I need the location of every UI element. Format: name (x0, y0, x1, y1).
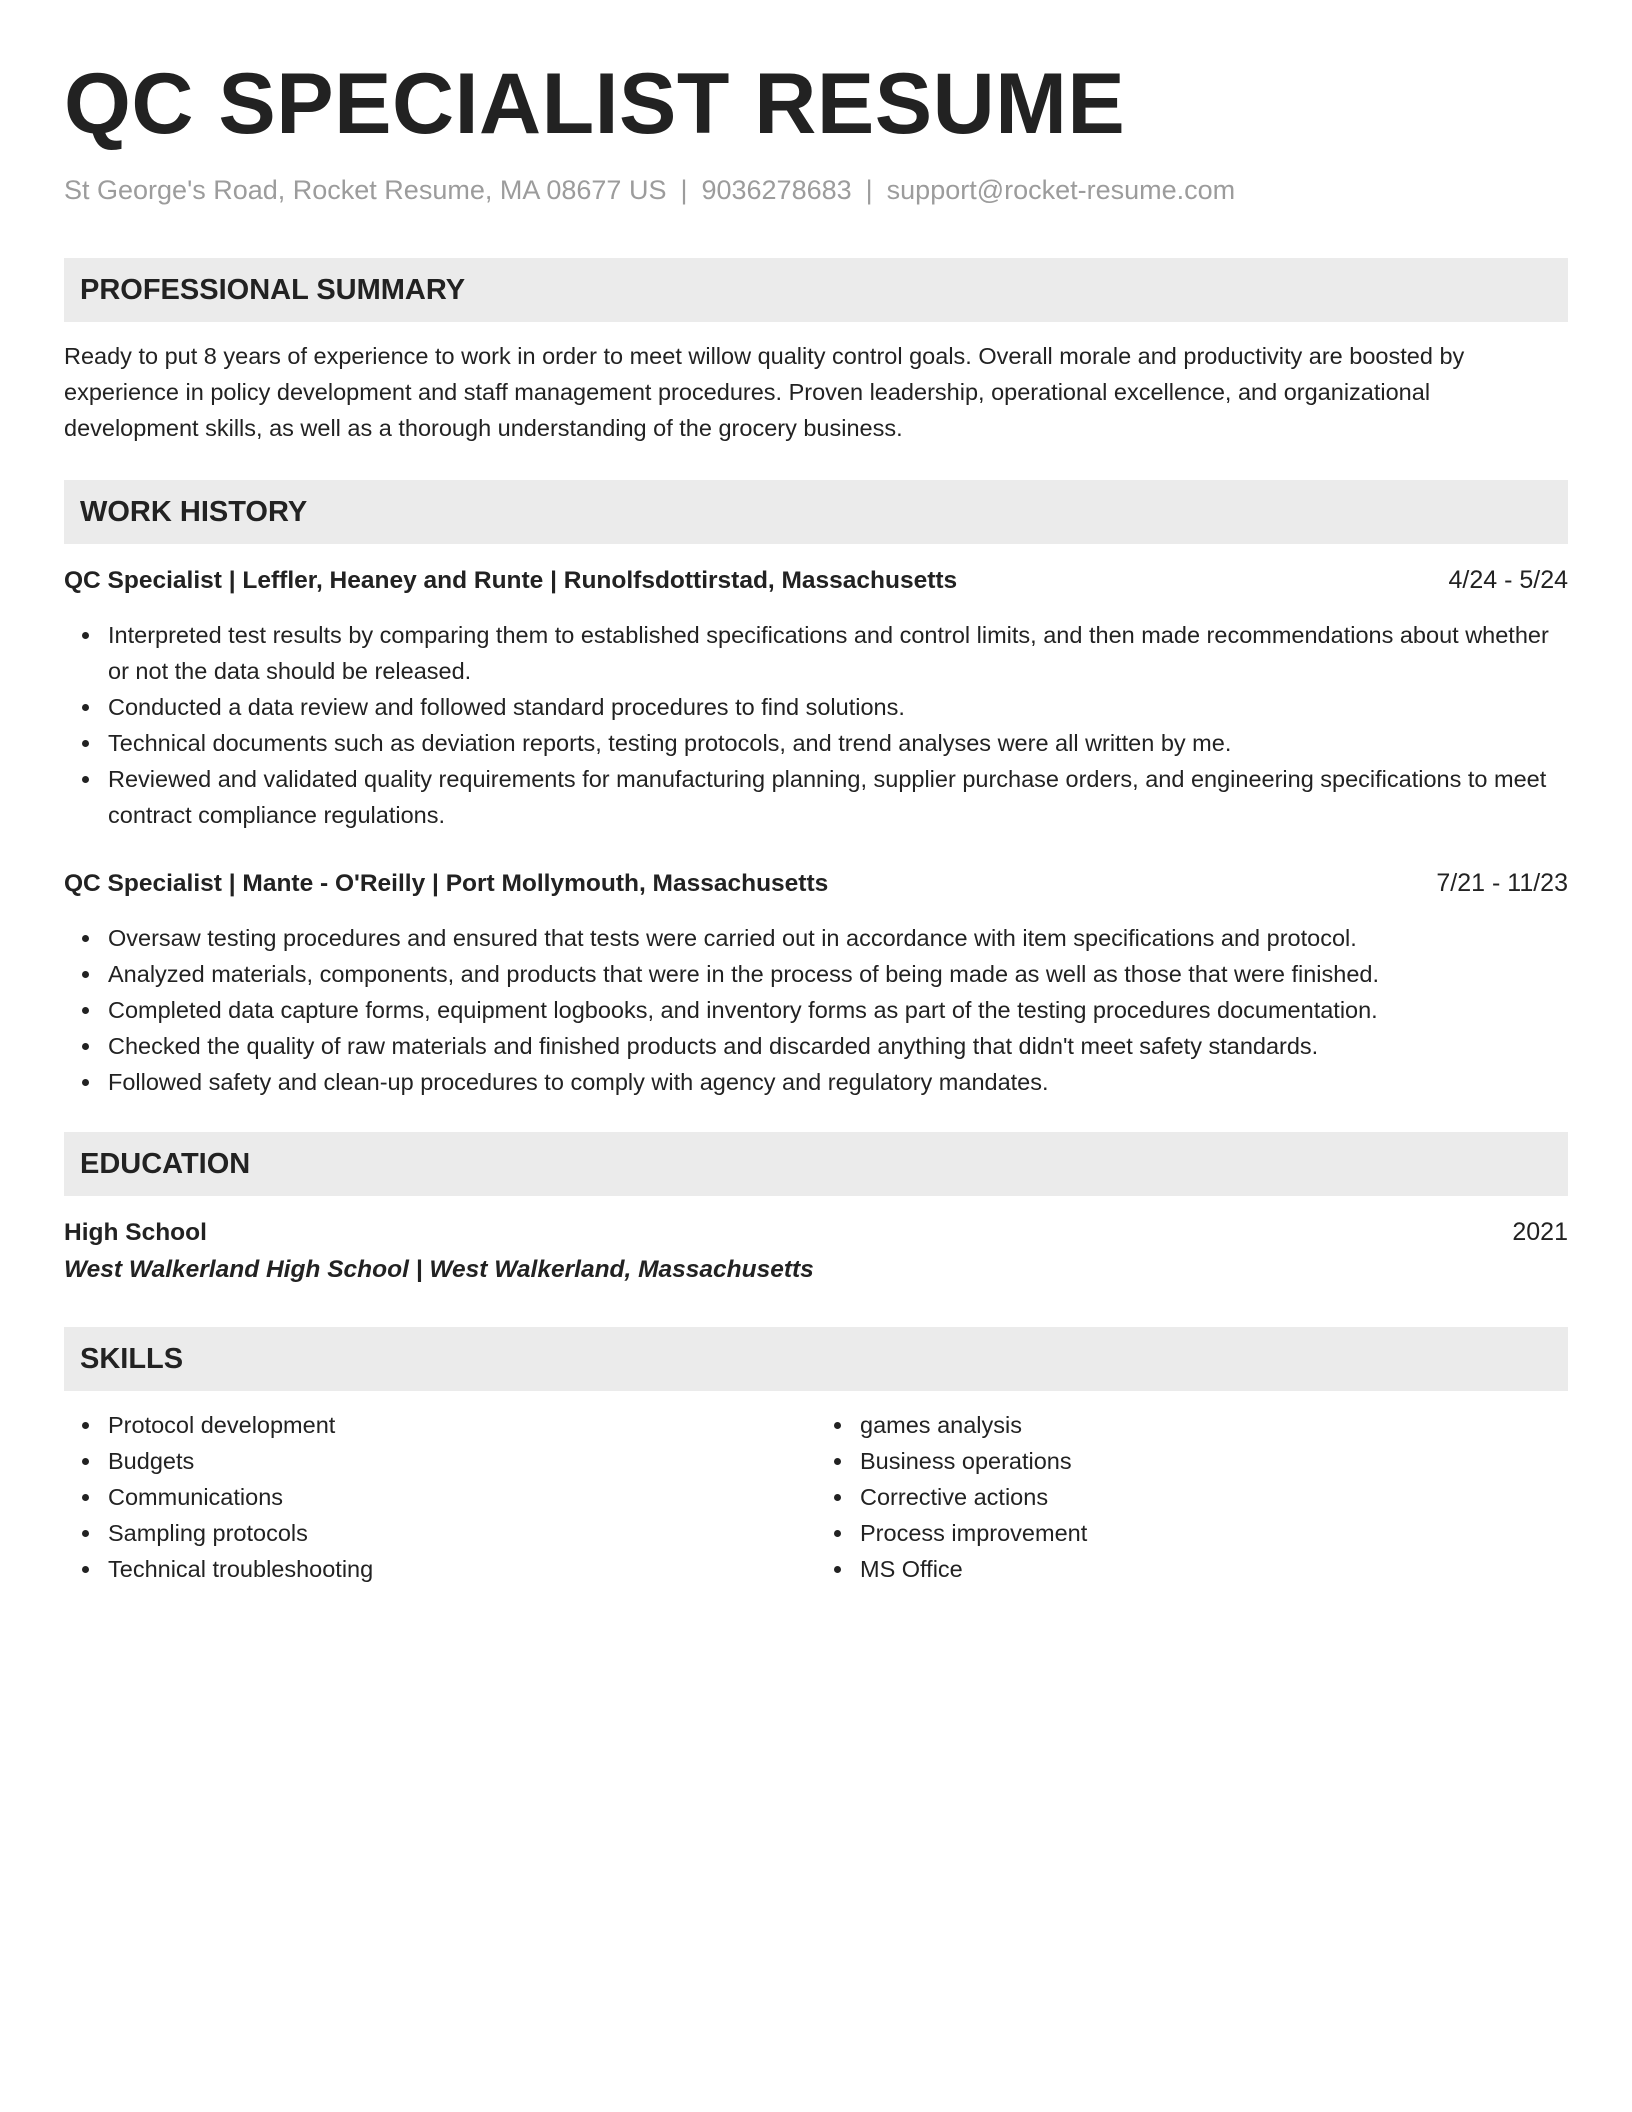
contact-separator: | (680, 175, 688, 205)
skill-item: Budgets (108, 1443, 816, 1479)
job-bullets (64, 617, 1568, 833)
skill-item: games analysis (860, 1407, 1568, 1443)
job-entry (64, 562, 1568, 833)
job-bullet: Oversaw testing procedures and ensured that tests were carried out in accordance with item specifications and protocol. (108, 920, 1568, 956)
job-bullet: Analyzed materials, components, and products that were in the process of being made as well as those that were finished. (108, 956, 1568, 992)
skills-column-left (64, 1407, 816, 1587)
job-entry (64, 865, 1568, 1100)
job-bullets (64, 920, 1568, 1100)
contact-email: support@rocket-resume.com (886, 175, 1236, 205)
job-bullet: Reviewed and validated quality requirements for manufacturing planning, supplier purchase orders, and engineering specifications to meet contract compliance regulations. (108, 761, 1568, 833)
education-school: West Walkerland High School | West Walkerland, Massachusetts (64, 1256, 814, 1283)
job-bullet: Checked the quality of raw materials and finished products and discarded anything that didn't meet safety standards. (108, 1028, 1568, 1064)
skill-item: Protocol development (108, 1407, 816, 1443)
resume-title: QC SPECIALIST RESUME (64, 56, 1126, 152)
education-entry (64, 1214, 1568, 1289)
section-header-skills: SKILLS (64, 1327, 1568, 1391)
skills-list (64, 1407, 816, 1587)
summary-text: Ready to put 8 years of experience to work in order to meet willow quality control goals. Overall morale and productivity are boosted by experience in policy development and staff management procedures. Proven leadership, operational excellence, and organizational development skills, as well as a thorough understanding of the grocery business. (64, 343, 1465, 441)
contact-separator: | (865, 175, 873, 205)
skill-item: Sampling protocols (108, 1515, 816, 1551)
skills-list (816, 1407, 1568, 1587)
job-bullet: Conducted a data review and followed standard procedures to find solutions. (108, 689, 1568, 725)
skill-item: Technical troubleshooting (108, 1551, 816, 1587)
skills-grid (64, 1407, 1568, 1587)
job-title: QC Specialist | Mante - O'Reilly | Port Mollymouth, Massachusetts (64, 870, 829, 897)
skill-item: MS Office (860, 1551, 1568, 1587)
section-header-education: EDUCATION (64, 1132, 1568, 1196)
section-header-work-history: WORK HISTORY (64, 480, 1568, 544)
job-header (64, 865, 1568, 902)
skill-item: Process improvement (860, 1515, 1568, 1551)
job-dates: 7/21 - 11/23 (1436, 869, 1568, 897)
skills-column-right (816, 1407, 1568, 1587)
education-degree: High School (64, 1219, 207, 1246)
skill-item: Communications (108, 1479, 816, 1515)
contact-address: St George's Road, Rocket Resume, MA 08677 US (64, 175, 667, 205)
skill-item: Business operations (860, 1443, 1568, 1479)
job-dates: 4/24 - 5/24 (1448, 566, 1568, 594)
contact-line (64, 172, 1568, 208)
job-title: QC Specialist | Leffler, Heaney and Runte | Runolfsdottirstad, Massachusetts (64, 567, 958, 594)
job-bullet: Completed data capture forms, equipment logbooks, and inventory forms as part of the testing procedures documentation. (108, 992, 1568, 1028)
section-header-summary: PROFESSIONAL SUMMARY (64, 258, 1568, 322)
contact-phone: 9036278683 (701, 175, 852, 205)
education-header (64, 1214, 1568, 1251)
job-bullet: Interpreted test results by comparing them to established specifications and control limits, and then made recommendations about whether or not the data should be released. (108, 617, 1568, 689)
job-header (64, 562, 1568, 599)
job-bullet: Followed safety and clean-up procedures to comply with agency and regulatory mandates. (108, 1064, 1568, 1100)
job-bullet: Technical documents such as deviation reports, testing protocols, and trend analyses were all written by me. (108, 725, 1568, 761)
education-year: 2021 (1512, 1218, 1568, 1246)
skill-item: Corrective actions (860, 1479, 1568, 1515)
